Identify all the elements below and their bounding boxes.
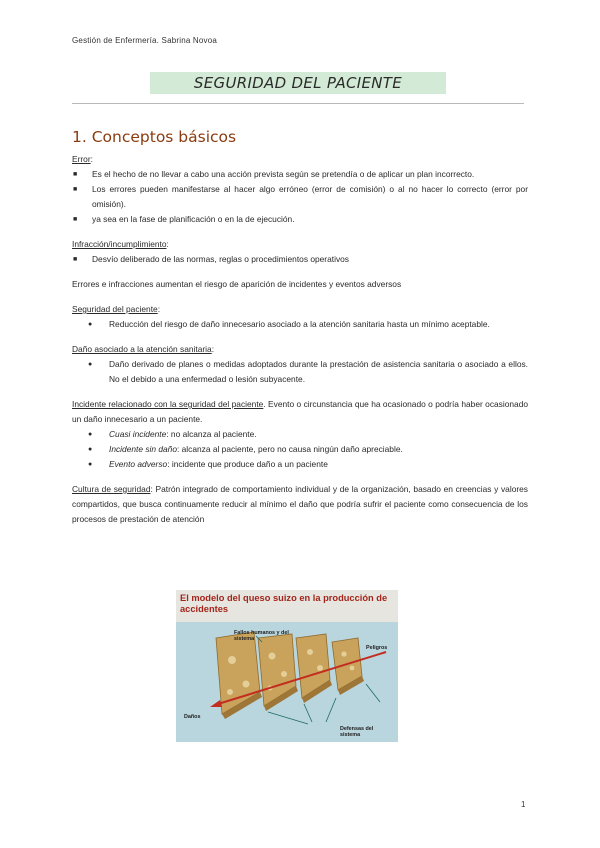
- page-header: Gestión de Enfermería. Sabrina Novoa: [72, 36, 218, 45]
- patient-safety-definition: Seguridad del paciente: ● Reducción del riesgo de daño innecesario asociado a la atención sanitaria hasta un mínimo aceptable.: [72, 302, 528, 332]
- incident-type-text: no alcanza al paciente.: [170, 429, 257, 439]
- harm-list: [72, 357, 528, 387]
- list-item: ■ Es el hecho de no llevar a cabo una acción prevista según se pretendía o de aplicar un plan incorrecto.: [72, 167, 528, 182]
- list-item: ■ Desvío deliberado de las normas, reglas o procedimientos operativos: [72, 252, 528, 267]
- harm-definition: Daño asociado a la atención sanitaria: ● Daño derivado de planes o medidas adoptados durante la prestación de asistencia sanitaria o asociado a ellos. No el debido a una enfermedad o lesión subyacente.: [72, 342, 528, 387]
- incident-text: Evento o circunstancia que ha ocasionado o podría haber ocasionado un daño innecesario a un paciente.: [72, 399, 529, 424]
- incident-type-term: Incidente sin daño: [109, 444, 177, 454]
- body-content: [72, 152, 528, 527]
- list-item: ● Cuasi incidente: no alcanza al paciente.: [72, 427, 528, 442]
- list-item: ● Incidente sin daño: alcanza al paciente, pero no causa ningún daño apreciable.: [72, 442, 528, 457]
- risk-note: Errores e infracciones aumentan el riesgo de aparición de incidentes y eventos adversos: [72, 279, 402, 289]
- page-number: 1: [521, 800, 526, 809]
- error-definition: Error: ■ Es el hecho de no llevar a cabo una acción prevista según se pretendía o de aplicar un plan incorrecto. ■ Los errores pueden manifestarse al hacer algo erróneo (error de comisión) o al no hacer lo correcto (error por omisión). ■ ya sea en la fase de planificación o en la de ejecución.: [72, 152, 528, 227]
- title-banner: [150, 72, 446, 94]
- incident-type-term: Evento adverso: [109, 459, 168, 469]
- label-harm: Daños: [184, 714, 201, 720]
- infraction-term: Infracción/incumplimiento: [72, 239, 167, 249]
- culture-text: Patrón integrado de comportamiento individual y de la organización, basado en creencias y valores compartidos, que busca continuamente reducir al mínimo el daño que podría sufrir el paciente como consecuencia de los procesos de prestación de atención: [72, 484, 528, 524]
- error-term: Error: [72, 154, 91, 164]
- cheese-slice-1: [216, 632, 262, 719]
- figure-title: El modelo del queso suizo en la producción de accidentes: [180, 593, 388, 614]
- label-system-defenses: Defensas del sistema: [340, 726, 374, 738]
- cheese-slice-3: [296, 634, 332, 703]
- incident-list: [72, 427, 528, 472]
- harm-term: Daño asociado a la atención sanitaria: [72, 344, 212, 354]
- section-heading: 1. Conceptos básicos: [72, 128, 237, 146]
- list-item: ● Evento adverso: incidente que produce daño a un paciente: [72, 457, 528, 472]
- incident-type-text: alcanza al paciente, pero no causa ningún daño apreciable.: [181, 444, 403, 454]
- patient-safety-term: Seguridad del paciente: [72, 304, 158, 314]
- culture-definition: Cultura de seguridad: Patrón integrado de comportamiento individual y de la organización, basado en creencias y valores compartidos, que busca continuamente reducir al mínimo el daño que podría sufrir el paciente como consecuencia de los procesos de prestación de atención: [72, 484, 528, 524]
- patient-safety-list: [72, 317, 528, 332]
- label-dangers: Peligros: [366, 645, 388, 651]
- error-list: [72, 167, 528, 227]
- figure-header: [176, 590, 398, 622]
- list-item: ● Daño derivado de planes o medidas adoptados durante la prestación de asistencia sanitaria o asociado a ellos. No el debido a una enfermedad o lesión subyacente.: [72, 357, 528, 387]
- incident-type-term: Cuasi incidente: [109, 429, 167, 439]
- incident-definition: Incidente relacionado con la seguridad del paciente. Evento o circunstancia que ha ocasionado o podría haber ocasionado un daño innecesario a un paciente. ● Cuasi incidente: no alcanza al paciente. ● Incidente sin daño: alcanza al paciente, pero no causa ningún daño apreciable. ● Evento adverso: incidente que produce daño a un paciente: [72, 397, 528, 472]
- title-divider: [72, 103, 524, 104]
- swiss-cheese-figure: [176, 590, 398, 742]
- document-title: SEGURIDAD DEL PACIENTE: [193, 74, 403, 92]
- infraction-definition: Infracción/incumplimiento: ■ Desvío deliberado de las normas, reglas o procedimientos operativos: [72, 237, 528, 267]
- cheese-slice-2: [258, 634, 298, 711]
- label-human-failures: Fallos humanos y del sistema: [234, 630, 289, 642]
- infraction-list: [72, 252, 528, 267]
- list-item: ● Reducción del riesgo de daño innecesario asociado a la atención sanitaria hasta un mínimo aceptable.: [72, 317, 528, 332]
- list-item: ■ ya sea en la fase de planificación o en la de ejecución.: [72, 212, 528, 227]
- list-item: ■ Los errores pueden manifestarse al hacer algo erróneo (error de comisión) o al no hacer lo correcto (error por omisión).: [72, 182, 528, 212]
- culture-term: Cultura de seguridad: [72, 484, 151, 494]
- incident-type-text: incidente que produce daño a un paciente: [171, 459, 328, 469]
- incident-term: Incidente relacionado con la seguridad del paciente: [72, 399, 264, 409]
